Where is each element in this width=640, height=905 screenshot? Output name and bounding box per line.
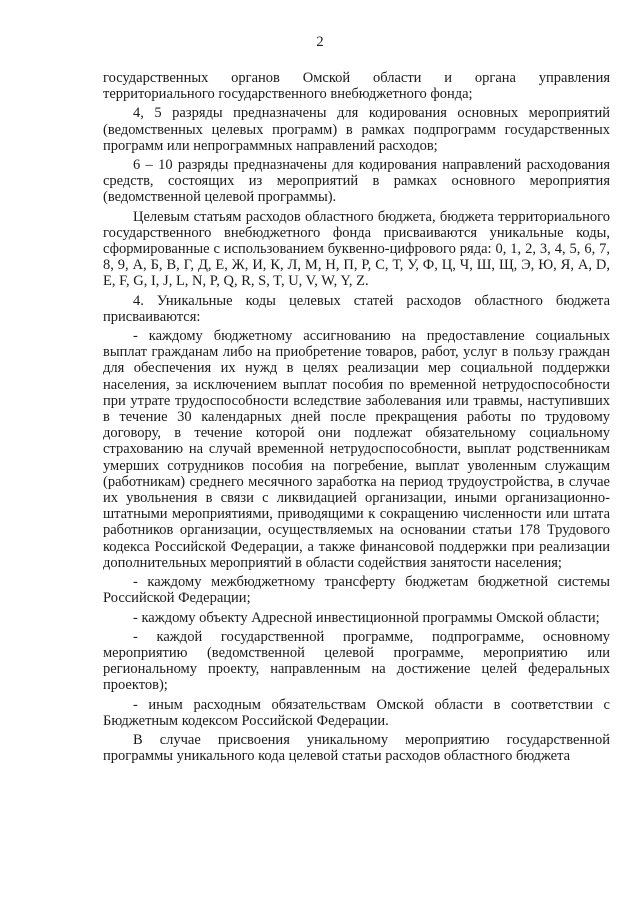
paragraph-digits-6-10: 6 – 10 разряды предназначены для кодирования направлений расходования средств, состоящих из мероприятий в рамках основного мероприятия (ведомственной целевой программы). [103,157,610,206]
paragraph-digits-4-5: 4, 5 разряды предназначены для кодирования основных мероприятий (ведомственных целевых программ) в рамках подпрограмм государственных программ или непрограммных направлений расходов; [103,105,610,154]
list-item-interbudget-transfers: - каждому межбюджетному трансферту бюджетам бюджетной системы Российской Федерации; [103,574,610,607]
list-item-state-programs: - каждой государственной программе, подпрограмме, основному мероприятию (ведомственной целевой программе, мероприятию или региональному проекту, направленным на достижение целей федеральных проектов); [103,628,610,694]
paragraph-unique-codes: Целевым статьям расходов областного бюджета, бюджета территориального государственного внебюджетного фонда присваиваются уникальные коды, сформированные с использованием буквенно-цифрового ряда: 0, 1, 2, 3, 4, 5, 6, 7, 8, 9, А, Б, В, Г, Д, Е, Ж, И, К, Л, М, Н, П, Р, С, Т, У, Ф, Ц, Ч, Ш, Щ, Э, Ю, Я, A, D, E, F, G, I, J, L, N, P, Q, R, S, T, U, V, W, Y, Z. [103,208,610,290]
page-number: 2 [316,34,324,50]
list-item-social-payments: - каждому бюджетному ассигнованию на предоставление социальных выплат гражданам либо на приобретение товаров, работ, услуг в пользу граждан для обеспечения их нужд в целях реализации мер социальной поддержки населения, за исключением выплат пособия по временной нетрудоспособности при утрате трудоспособности вследствие заболевания или травмы, наступивших в течение 30 календарных дней после прекращения работы по трудовому договору, в течение которой они подлежат обязательному социальному страхованию на случай временной нетрудоспособности, выплат родственникам умерших сотрудников пособия на погребение, выплат уволенным служащим (работникам) среднего месячного заработка на период трудоустройства, в случае их увольнения в связи с ликвидацией организации, иными организационно-штатными мероприятиями, приводящими к сокращению численности или штата работников организации, осуществляемых на основании статьи 178 Трудового кодекса Российской Федерации, а также финансовой поддержки при реализации дополнительных мероприятий в области содействия занятости населения; [103,328,610,571]
document-body [103,70,610,767]
paragraph-final: В случае присвоения уникальному мероприятию государственной программы уникального кода целевой статьи расходов областного бюджета [103,731,610,765]
list-item-investment-program: - каждому объекту Адресной инвестиционной программы Омской области; [133,609,600,626]
paragraph-item-4: 4. Уникальные коды целевых статей расходов областного бюджета присваиваются: [103,292,610,325]
list-item-other-obligations: - иным расходным обязательствам Омской области в соответствии с Бюджетным кодексом Российской Федерации. [103,696,610,729]
paragraph-continuation: государственных органов Омской области и органа управления территориального государственного внебюджетного фонда; [103,70,610,103]
